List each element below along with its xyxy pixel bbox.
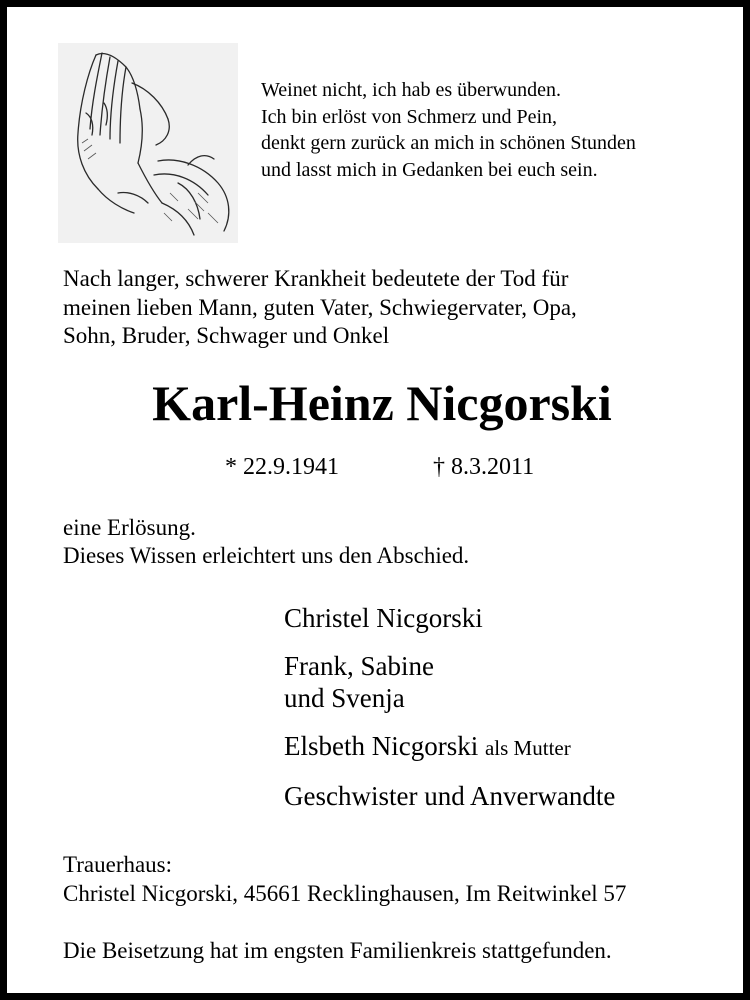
mourner-relatives: Geschwister und Anverwandte — [284, 781, 616, 811]
mourner-mother — [284, 730, 615, 764]
mourning-house-label: Trauerhaus: — [63, 852, 173, 877]
praying-hands-icon — [58, 43, 238, 243]
mourner-mother-name: Elsbeth Nicgorski — [284, 731, 479, 761]
release-text — [63, 514, 469, 570]
poem-line: Weinet nicht, ich hab es überwunden. — [261, 79, 561, 101]
poem-line: denkt gern zurück an mich in schönen Stunden — [261, 132, 636, 154]
mourning-house — [63, 851, 626, 908]
death-date: † 8.3.2011 — [433, 454, 535, 480]
mourner-children-line2: und Svenja — [284, 683, 405, 713]
release-line: Dieses Wissen erleichtert uns den Abschied. — [63, 543, 470, 568]
intro-line: Sohn, Bruder, Schwager und Onkel — [63, 323, 390, 348]
funeral-note: Die Beisetzung hat im engsten Familienkreis stattgefunden. — [63, 938, 612, 963]
poem-line: und lasst mich in Gedanken bei euch sein. — [261, 158, 598, 181]
poem-line: Ich bin erlöst von Schmerz und Pein, — [261, 105, 558, 128]
mourner-children-line1: Frank, Sabine — [284, 651, 434, 681]
release-line: eine Erlösung. — [63, 515, 196, 540]
mourner-wife: Christel Nicgorski — [284, 603, 483, 633]
mourner-mother-note: als Mutter — [484, 736, 571, 760]
intro-text — [63, 265, 577, 351]
mourners-list — [284, 602, 615, 812]
intro-line: meinen lieben Mann, guten Vater, Schwiegervater, Opa, — [63, 294, 577, 320]
mourning-house-address: Christel Nicgorski, 45661 Recklinghausen, Im Reitwinkel 57 — [63, 880, 627, 906]
deceased-name: Karl-Heinz Nicgorski — [152, 375, 612, 431]
intro-line: Nach langer, schwerer Krankheit bedeutete der Tod für — [63, 266, 569, 291]
birth-date: * 22.9.1941 — [225, 454, 339, 480]
poem — [261, 77, 636, 183]
